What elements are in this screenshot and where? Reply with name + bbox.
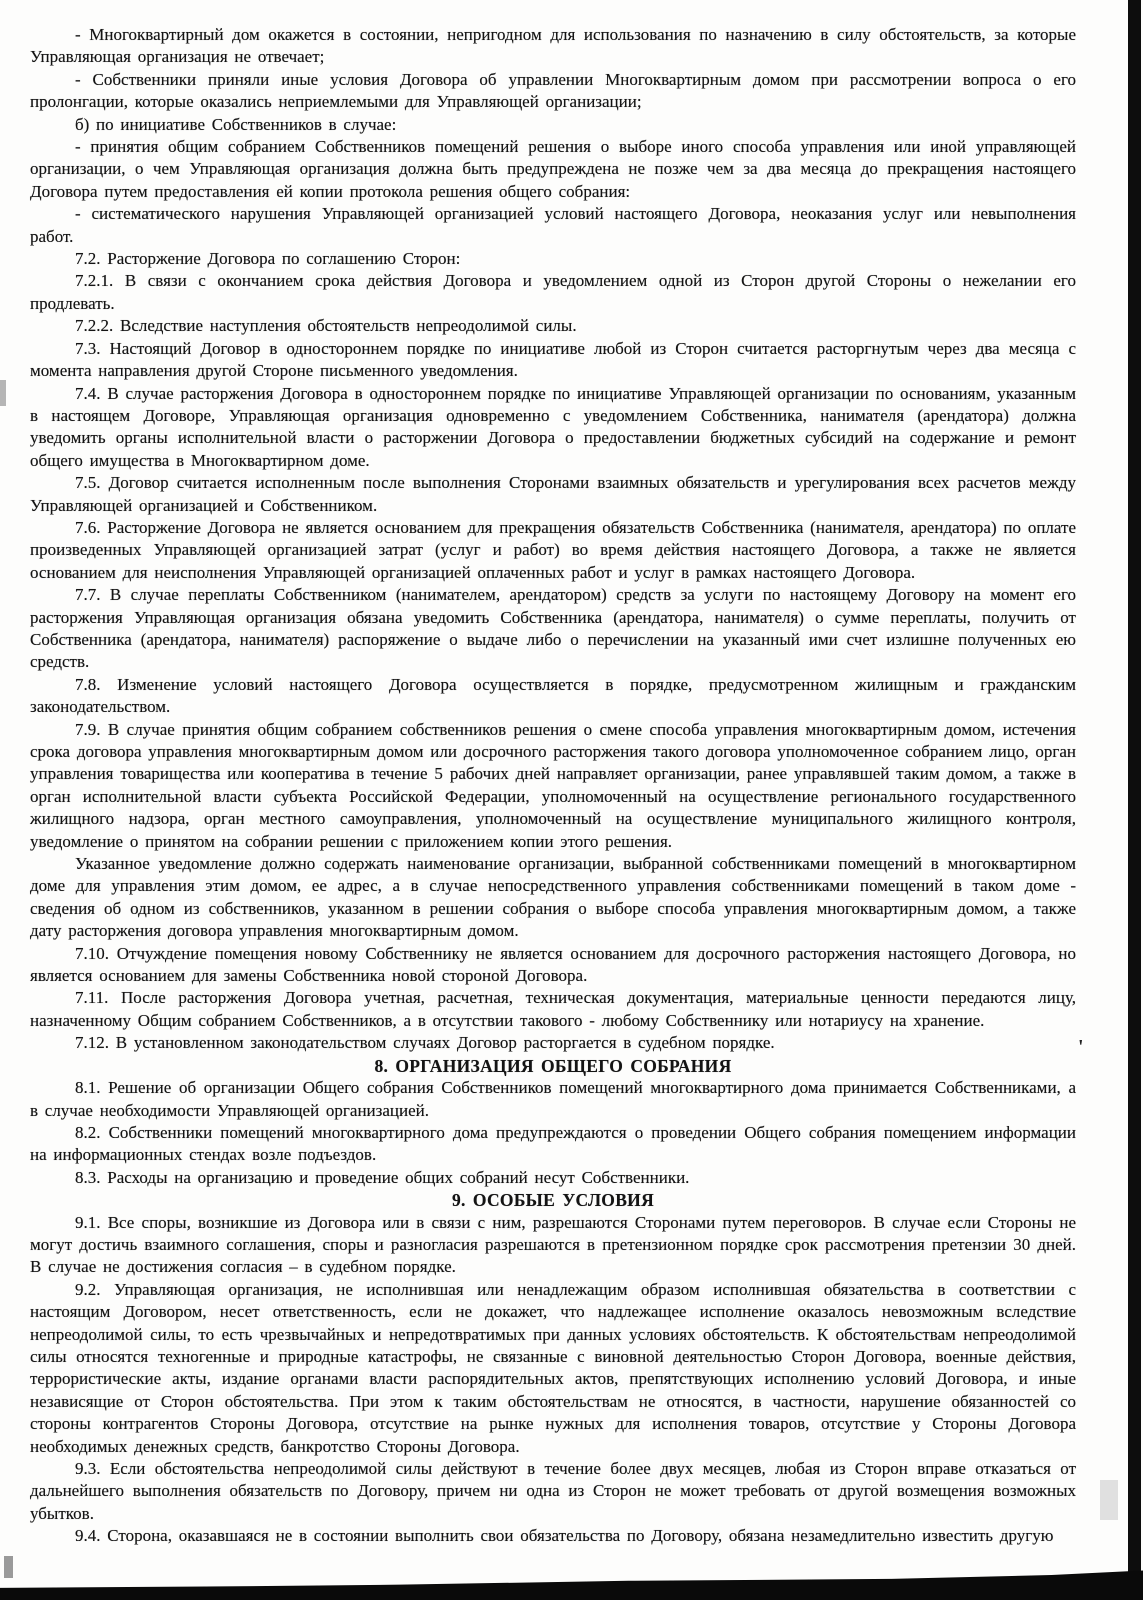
paragraph: 7.7. В случае переплаты Собственником (нанимателем, арендатором) средств за услуги по настоящему Договору на момент его расторжения Управляющая организация обязана уведомить Собственника (арендатора, нанимателя) о сумме переплаты, получить от Собственника (арендатора, нанимателя) распоряжение о выдаче либо о перечислении на указанный ими счет излишне полученных ею средств. <box>30 585 1076 672</box>
scan-artifact-left-smudge <box>4 1556 13 1578</box>
paragraph: 7.9. В случае принятия общим собранием собственников решения о смене способа управления многоквартирным домом, истечения срока договора управления многоквартирным домом или досрочного расторжения такого договора уполномоченное собранием лицо, орган управления товарищества или кооператива в течение 5 рабочих дней направляет организации, ранее управлявшей таким домом, а также в орган исполнительной власти субъекта Российской Федерации, уполномоченный на осуществление регионального государственного жилищного надзора, орган местного самоуправления, уполномоченный на осуществление муниципального жилищного контроля, уведомление о принятом на собрании решении с приложением копии этого решения. <box>30 719 1076 851</box>
paragraph: 7.12. В установленном законодательством случаях Договор расторгается в судебном порядке. <box>75 1033 775 1053</box>
paragraph: 8.3. Расходы на организацию и проведение общих собраний несут Собственники. <box>75 1167 690 1187</box>
document-body <box>30 24 1076 1548</box>
paragraph: 9.3. Если обстоятельства непреодолимой силы действуют в течение более двух месяцев, любая из Сторон вправе отказаться от дальнейшего выполнения обязательств по Договору, причем ни одна из Сторон не может требовать от другой возмещения возможных убытков. <box>30 1459 1076 1523</box>
scan-artifact-mark: ' <box>1078 1036 1084 1058</box>
paragraph: 7.6. Расторжение Договора не является основанием для прекращения обязательств Собственника (нанимателя, арендатора) по оплате произведенных Управляющей организацией затрат (услуг и работ) во время действия настоящего Договора, а также не является основанием для неисполнения Управляющей организацией оплаченных работ и услуг в рамках настоящего Договора. <box>30 517 1076 582</box>
paragraph: 7.3. Настоящий Договор в одностороннем порядке по инициативе любой из Сторон считается расторгнутым через два месяца с момента направления другой Стороне письменного уведомления. <box>30 338 1076 381</box>
paragraph: 7.2. Расторжение Договора по соглашению Сторон: <box>75 249 461 269</box>
paragraph: б) по инициативе Собственников в случае: <box>75 114 397 134</box>
paragraph: 9.2. Управляющая организация, не исполнившая или ненадлежащим образом исполнившая обязательства в соответствии с настоящим Договором, несет ответственность, если не докажет, что надлежащее исполнение оказалось невозможным вследствие непреодолимой силы, то есть чрезвычайных и непредотвратимых при данных условиях обстоятельств. К обстоятельствам непреодолимой силы относятся техногенные и природные катастрофы, не связанные с виновной деятельностью Сторон Договора, военные действия, террористические акты, издание органами власти распорядительных актов, препятствующих исполнению условий Договора, и иные независящие от Сторон обстоятельства. При этом к таким обстоятельствам не относятся, в частности, нарушение обязанностей со стороны контрагентов Стороны Договора, отсутствие на рынке нужных для исполнения товаров, отсутствие у Стороны Договора необходимых денежных средств, банкротство Стороны Договора. <box>30 1279 1076 1456</box>
paragraph: 8.2. Собственники помещений многоквартирного дома предупреждаются о проведении Общего собрания помещением информации на информационных стендах возле подъездов. <box>30 1122 1076 1165</box>
scan-artifact-right-band <box>1128 0 1141 1600</box>
paragraph: 7.10. Отчуждение помещения новому Собственнику не является основанием для досрочного расторжения настоящего Договора, но является основанием для замены Собственника новой стороной Договора. <box>30 943 1076 986</box>
scan-artifact-right-smudge <box>1100 1480 1118 1520</box>
paragraph: 9.4. Сторона, оказавшаяся не в состоянии выполнить свои обязательства по Договору, обязана незамедлительно известить другую <box>75 1526 1054 1546</box>
paragraph: 9.1. Все споры, возникшие из Договора или в связи с ним, разрешаются Сторонами путем переговоров. В случае если Стороны не могут достичь взаимного соглашения, споры и разногласия разрешаются в претензионном порядке срок рассмотрения претензии 30 дней. В случае не достижения согласия – в судебном порядке. <box>30 1212 1076 1277</box>
paragraph: Указанное уведомление должно содержать наименование организации, выбранной собственниками помещений в многоквартирном доме для управления этим домом, ее адрес, а в случае непосредственного управления собственниками помещений в таком доме - сведения об одном из собственников, указанном в решении собрания о выборе способа управления многоквартирным домом, а также дату расторжения договора управления многоквартирным домом. <box>30 854 1076 941</box>
paragraph: 7.2.1. В связи с окончанием срока действия Договора и уведомлением одной из Сторон другой Стороны о нежелании его продлевать. <box>30 271 1076 313</box>
paragraph: 7.11. После расторжения Договора учетная, расчетная, техническая документация, материальные ценности передаются лицу, назначенному Общим собранием Собственников, а в отсутствии такового - любому Собственнику или нотариусу на хранение. <box>30 988 1076 1030</box>
section-heading: 9. ОСОБЫЕ УСЛОВИЯ <box>451 1190 655 1211</box>
paragraph: 7.8. Изменение условий настоящего Договора осуществляется в порядке, предусмотренном жилищным и гражданским законодательством. <box>30 674 1076 717</box>
paragraph: - принятия общим собранием Собственников помещений решения о выборе иного способа управления или иной управляющей организации, о чем Управляющая организация должна быть предупреждена не позже чем за два месяца до прекращения настоящего Договора путем предоставления ей копии протокола решения общего собрания: <box>30 137 1076 201</box>
paragraph: 8.1. Решение об организации Общего собрания Собственников помещений многоквартирного дома принимается Собственниками, а в случае необходимости Управляющей организацией. <box>30 1078 1076 1120</box>
paragraph: - Многоквартирный дом окажется в состоянии, непригодном для использования по назначению в силу обстоятельств, за которые Управляющая организация не отвечает; <box>30 25 1076 67</box>
paragraph: - Собственники приняли иные условия Договора об управлении Многоквартирным домом при рассмотрении вопроса о его пролонгации, которые оказались неприемлемыми для Управляющей организации; <box>30 69 1076 112</box>
scan-artifact-bottom-band <box>0 1568 1143 1600</box>
paragraph: 7.2.2. Вследствие наступления обстоятельств непреодолимой силы. <box>75 316 577 336</box>
section-heading: 8. ОРГАНИЗАЦИЯ ОБЩЕГО СОБРАНИЯ <box>374 1055 732 1076</box>
scan-artifact-left-smudge <box>0 380 6 406</box>
paragraph: 7.4. В случае расторжения Договора в одностороннем порядке по инициативе Управляющей организации по основаниям, указанным в настоящем Договоре, Управляющая организация одновременно с уведомлением Собственника, нанимателя (арендатора) должна уведомить органы исполнительной власти о расторжении Договора о предоставлении бюджетных субсидий на содержание и ремонт общего имущества в Многоквартирном доме. <box>30 383 1076 470</box>
paragraph: 7.5. Договор считается исполненным после выполнения Сторонами взаимных обязательств и урегулирования всех расчетов между Управляющей организацией и Собственником. <box>30 473 1076 515</box>
paragraph: - систематического нарушения Управляющей организацией условий настоящего Договора, неоказания услуг или невыполнения работ. <box>30 204 1076 246</box>
